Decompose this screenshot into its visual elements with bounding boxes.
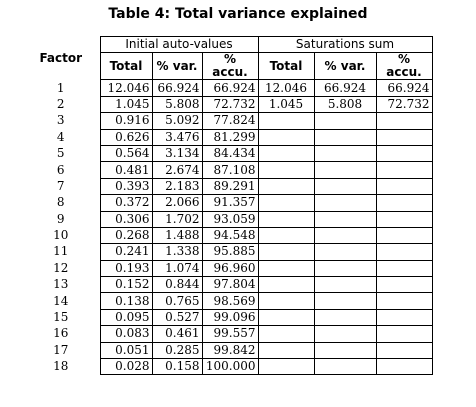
sat-pct-accu-cell: 72.732	[376, 96, 432, 112]
factor-header: Factor	[22, 37, 100, 80]
sat-total-cell	[258, 178, 314, 194]
pct-var-cell: 0.527	[152, 309, 202, 325]
sat-total-cell	[258, 162, 314, 178]
factor-cell: 4	[22, 129, 100, 145]
pct-var-cell: 0.765	[152, 293, 202, 309]
total-cell: 0.564	[100, 145, 152, 161]
total-cell: 0.241	[100, 244, 152, 260]
sat-pct-accu-cell: 66.924	[376, 80, 432, 96]
pct-accu-cell: 77.824	[202, 113, 258, 129]
factor-cell: 9	[22, 211, 100, 227]
factor-cell: 11	[22, 244, 100, 260]
table-row	[22, 162, 432, 178]
pct-accu-cell: 96.960	[202, 260, 258, 276]
sat-pct-var-cell	[314, 145, 376, 161]
pct-var-cell: 5.808	[152, 96, 202, 112]
sat-pct-accu-cell	[376, 129, 432, 145]
total-cell: 0.481	[100, 162, 152, 178]
pct-accu-cell: 84.434	[202, 145, 258, 161]
sat-pct-accu-cell	[376, 309, 432, 325]
factor-cell: 5	[22, 145, 100, 161]
total-cell: 0.268	[100, 227, 152, 243]
pct-accu-cell: 72.732	[202, 96, 258, 112]
factor-cell: 13	[22, 277, 100, 293]
table-row	[22, 326, 432, 342]
table-row	[22, 342, 432, 358]
pct-accu-cell: 100.000	[202, 359, 258, 375]
initial-auto-values-header: Initial auto-values	[100, 37, 258, 53]
pct-var-cell: 0.461	[152, 326, 202, 342]
sat-pct-var-cell	[314, 359, 376, 375]
total-cell: 0.152	[100, 277, 152, 293]
sat-pct-accu-cell	[376, 113, 432, 129]
total-cell: 0.095	[100, 309, 152, 325]
pct-var-cell: 1.338	[152, 244, 202, 260]
sat-total-cell	[258, 309, 314, 325]
pct-var-cell: 1.488	[152, 227, 202, 243]
table-row	[22, 293, 432, 309]
pct-var-cell: 2.183	[152, 178, 202, 194]
pct-var-cell: 2.066	[152, 195, 202, 211]
table-title: Table 4: Total variance explained	[108, 6, 368, 22]
factor-cell: 18	[22, 359, 100, 375]
sat-total-cell	[258, 227, 314, 243]
table-row	[22, 260, 432, 276]
sat-total-cell	[258, 113, 314, 129]
pct-accu-cell: 94.548	[202, 227, 258, 243]
pct-accu-cell: 99.842	[202, 342, 258, 358]
factor-cell: 3	[22, 113, 100, 129]
total-cell: 0.393	[100, 178, 152, 194]
sat-pct-var-cell	[314, 162, 376, 178]
factor-cell: 16	[22, 326, 100, 342]
pct-var-cell: 1.074	[152, 260, 202, 276]
pct-accu-cell: 87.108	[202, 162, 258, 178]
pct-var-cell: 3.134	[152, 145, 202, 161]
total-cell: 0.306	[100, 211, 152, 227]
pct-var-cell: 0.844	[152, 277, 202, 293]
total-cell: 0.916	[100, 113, 152, 129]
sat-pct-accu-cell	[376, 293, 432, 309]
factor-cell: 12	[22, 260, 100, 276]
sat-pct-var-cell	[314, 309, 376, 325]
pct-accu-cell: 66.924	[202, 80, 258, 96]
table-row	[22, 359, 432, 375]
sat-pct-accu-cell	[376, 359, 432, 375]
total-cell: 0.626	[100, 129, 152, 145]
sat-pct-accu-cell	[376, 145, 432, 161]
table-row	[22, 129, 432, 145]
table-row	[22, 113, 432, 129]
sat-pct-accu-cell	[376, 211, 432, 227]
sat-total-cell	[258, 342, 314, 358]
sat-pct-var-cell	[314, 211, 376, 227]
sat-total-cell	[258, 277, 314, 293]
sat-pct-accu-cell	[376, 277, 432, 293]
sat-total-cell	[258, 293, 314, 309]
sat-pct-var-cell	[314, 113, 376, 129]
saturations-sum-header: Saturations sum	[258, 37, 432, 53]
sat-pct-var-cell	[314, 260, 376, 276]
pct-accu-cell: 89.291	[202, 178, 258, 194]
factor-cell: 1	[22, 80, 100, 96]
sat-total-cell: 12.046	[258, 80, 314, 96]
pct-var-cell: 3.476	[152, 129, 202, 145]
factor-cell: 6	[22, 162, 100, 178]
sat-pct-var-cell	[314, 293, 376, 309]
factor-cell: 14	[22, 293, 100, 309]
pct-accu-cell: 99.096	[202, 309, 258, 325]
table-row	[22, 227, 432, 243]
table-row	[22, 96, 432, 112]
pct-var-cell: 66.924	[152, 80, 202, 96]
table-row	[22, 244, 432, 260]
factor-cell: 2	[22, 96, 100, 112]
total-header: Total	[100, 53, 152, 80]
sat-total-cell	[258, 145, 314, 161]
table-row	[22, 211, 432, 227]
sat-pct-var-cell	[314, 195, 376, 211]
pct-accu-cell: 91.357	[202, 195, 258, 211]
sat-total-cell	[258, 129, 314, 145]
table-row	[22, 145, 432, 161]
sat-total-cell	[258, 195, 314, 211]
variance-table	[22, 36, 433, 375]
table-row	[22, 80, 432, 96]
table-row	[22, 195, 432, 211]
sat-pct-accu-header: % accu.	[376, 53, 432, 80]
sat-total-cell	[258, 244, 314, 260]
pct-var-header: % var.	[152, 53, 202, 80]
factor-cell: 10	[22, 227, 100, 243]
sat-total-header: Total	[258, 53, 314, 80]
sat-pct-var-cell	[314, 227, 376, 243]
sat-total-cell	[258, 260, 314, 276]
total-cell: 0.138	[100, 293, 152, 309]
pct-accu-cell: 95.885	[202, 244, 258, 260]
table-row	[22, 178, 432, 194]
sat-total-cell	[258, 359, 314, 375]
sat-pct-var-cell	[314, 178, 376, 194]
table-row	[22, 277, 432, 293]
sat-pct-accu-cell	[376, 162, 432, 178]
sat-pct-var-cell	[314, 244, 376, 260]
sat-pct-accu-cell	[376, 260, 432, 276]
sat-pct-accu-cell	[376, 342, 432, 358]
total-cell: 0.372	[100, 195, 152, 211]
sat-total-cell	[258, 211, 314, 227]
pct-var-cell: 5.092	[152, 113, 202, 129]
factor-cell: 15	[22, 309, 100, 325]
factor-cell: 8	[22, 195, 100, 211]
sat-pct-accu-cell	[376, 244, 432, 260]
sat-pct-var-cell: 66.924	[314, 80, 376, 96]
pct-accu-cell: 98.569	[202, 293, 258, 309]
sat-pct-var-cell: 5.808	[314, 96, 376, 112]
pct-accu-cell: 81.299	[202, 129, 258, 145]
sat-pct-var-cell	[314, 277, 376, 293]
factor-cell: 17	[22, 342, 100, 358]
sat-pct-accu-cell	[376, 326, 432, 342]
total-cell: 1.045	[100, 96, 152, 112]
sat-pct-var-cell	[314, 342, 376, 358]
sat-pct-accu-cell	[376, 178, 432, 194]
sat-total-cell	[258, 326, 314, 342]
pct-var-cell: 2.674	[152, 162, 202, 178]
pct-var-cell: 0.285	[152, 342, 202, 358]
total-cell: 0.028	[100, 359, 152, 375]
table-row	[22, 309, 432, 325]
pct-accu-cell: 93.059	[202, 211, 258, 227]
sat-pct-accu-cell	[376, 195, 432, 211]
sat-total-cell: 1.045	[258, 96, 314, 112]
total-cell: 0.083	[100, 326, 152, 342]
pct-accu-cell: 97.804	[202, 277, 258, 293]
pct-var-cell: 1.702	[152, 211, 202, 227]
pct-accu-cell: 99.557	[202, 326, 258, 342]
sat-pct-var-cell	[314, 129, 376, 145]
pct-accu-header: % accu.	[202, 53, 258, 80]
total-cell: 0.193	[100, 260, 152, 276]
sat-pct-var-header: % var.	[314, 53, 376, 80]
table-body	[22, 80, 432, 375]
factor-cell: 7	[22, 178, 100, 194]
sat-pct-accu-cell	[376, 227, 432, 243]
pct-var-cell: 0.158	[152, 359, 202, 375]
total-cell: 0.051	[100, 342, 152, 358]
sat-pct-var-cell	[314, 326, 376, 342]
total-cell: 12.046	[100, 80, 152, 96]
